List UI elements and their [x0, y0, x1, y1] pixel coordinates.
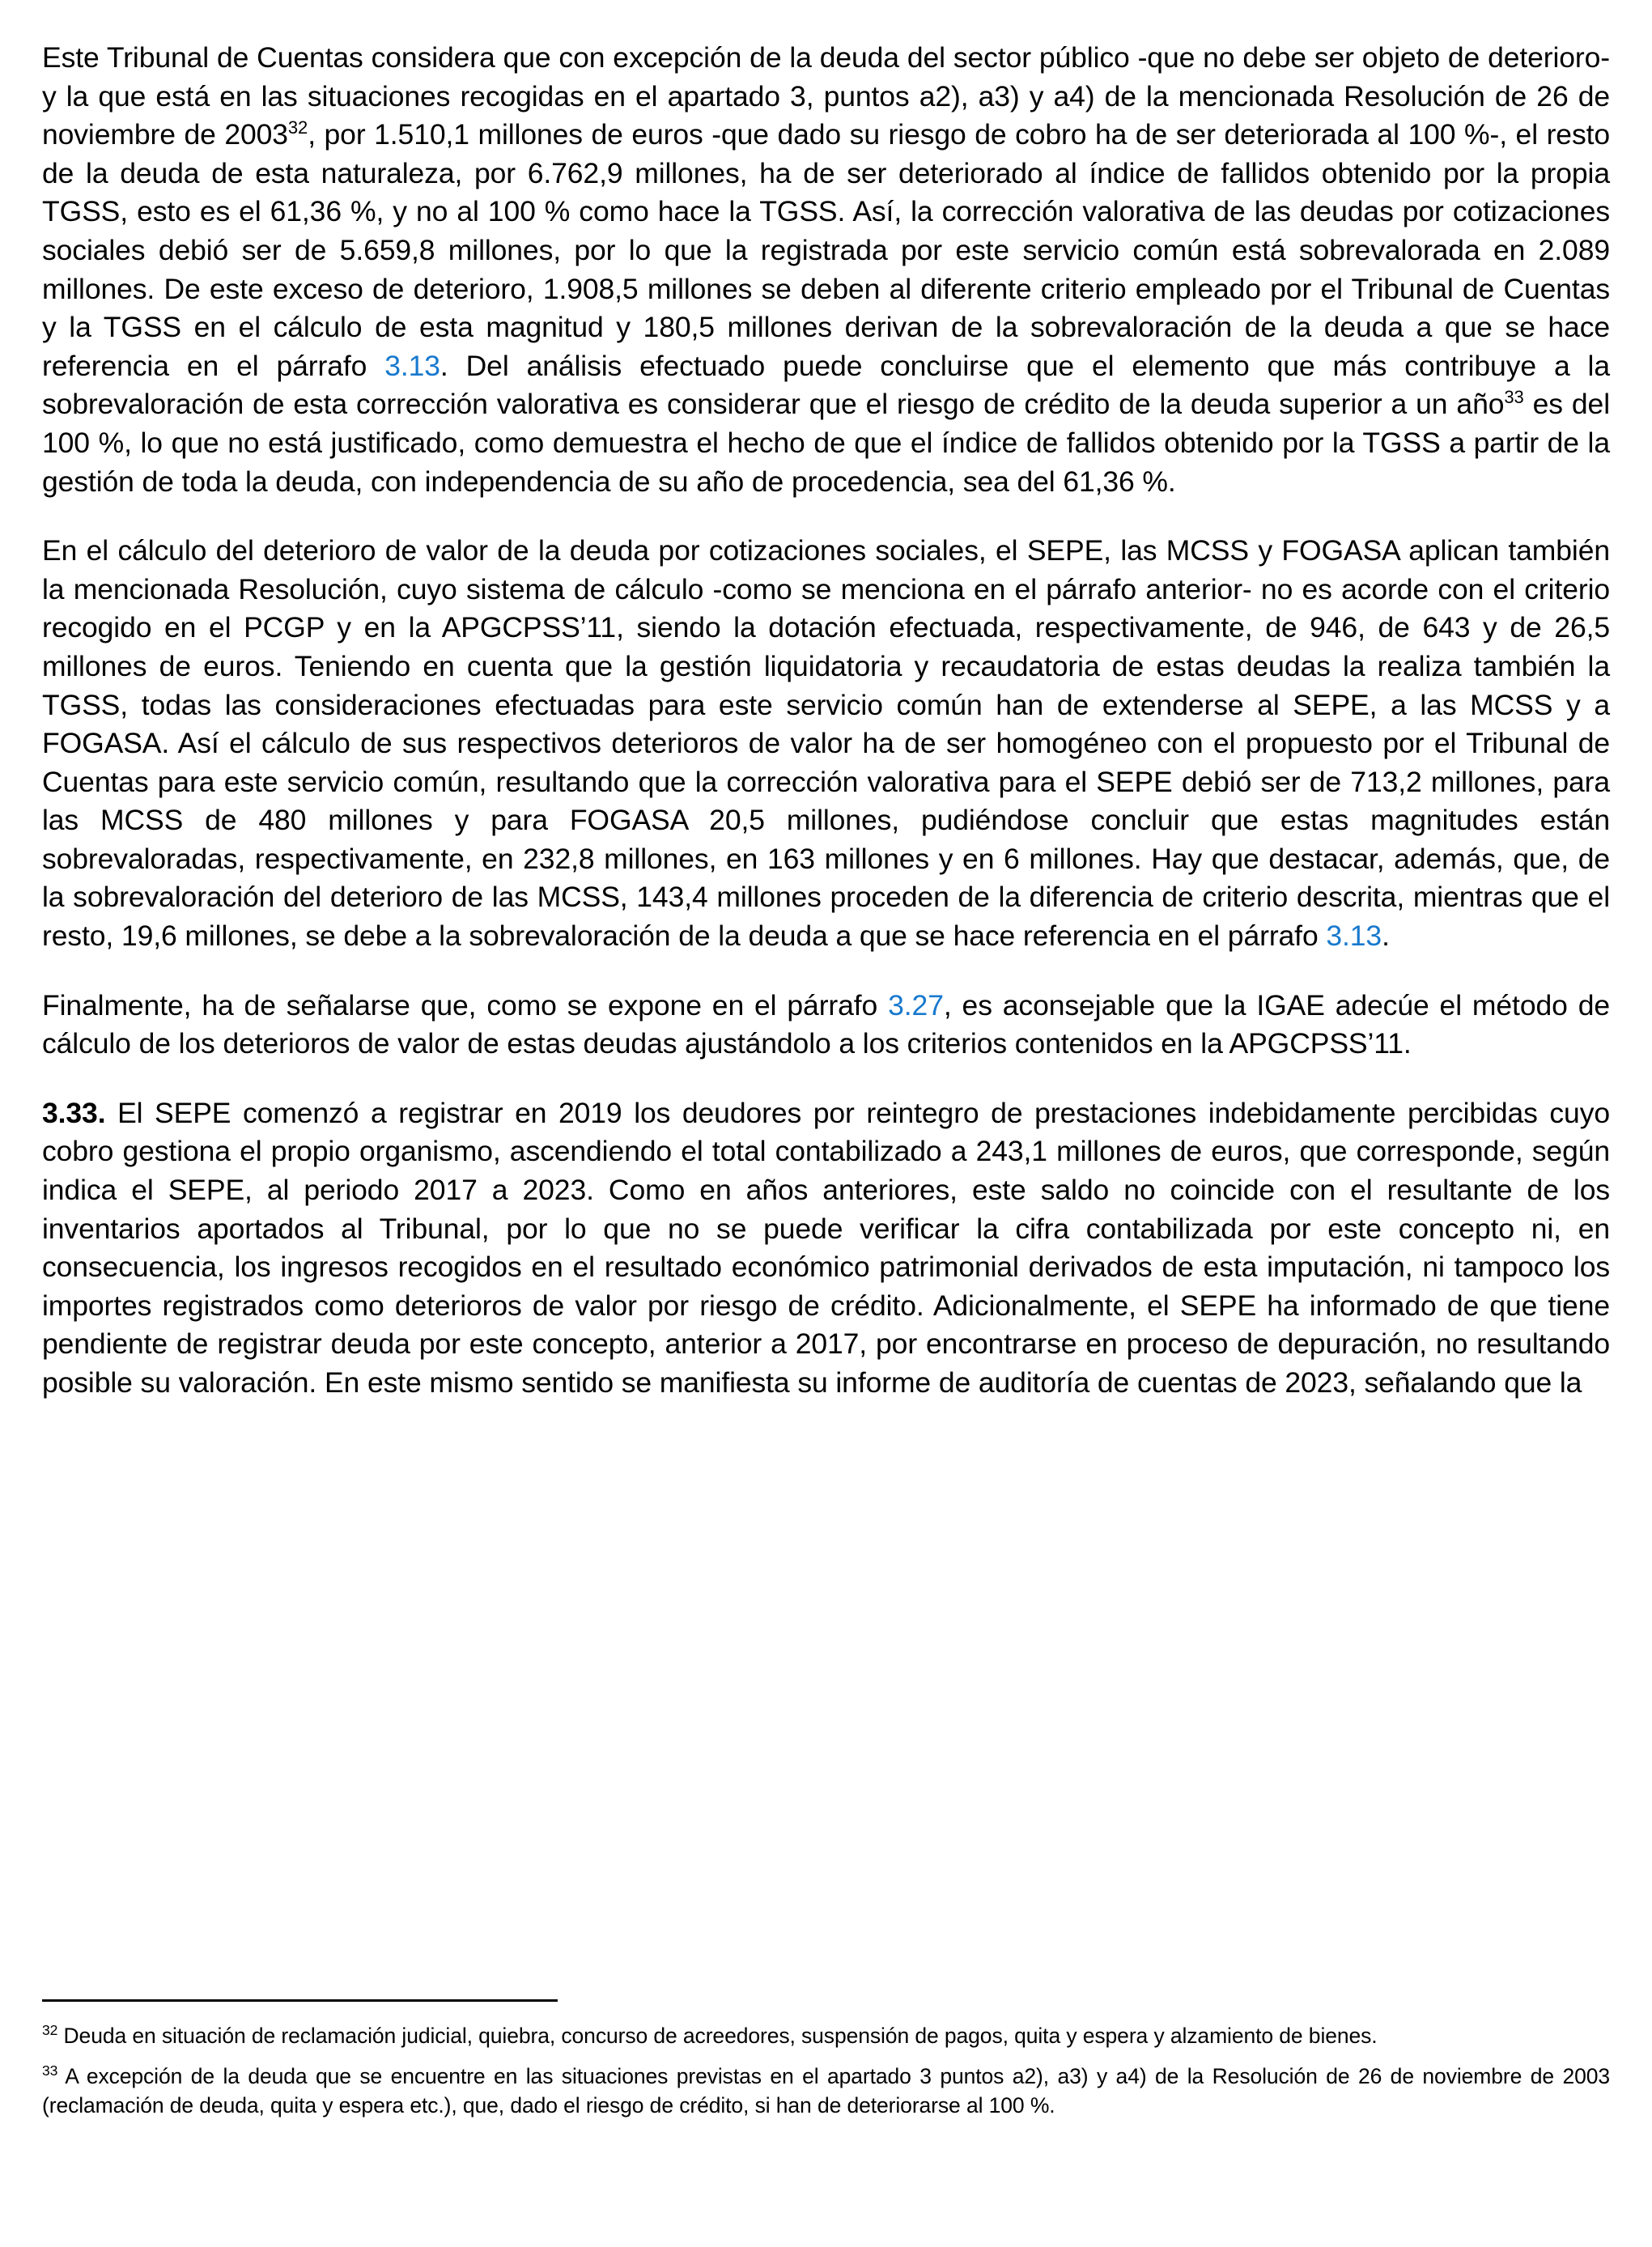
footnote-reference-33[interactable]: 33: [1504, 387, 1524, 408]
paragraph-3: [42, 987, 1610, 1064]
paragraph-4: [42, 1094, 1610, 1403]
paragraph-2: [42, 532, 1610, 956]
footnote-text: Deuda en situación de reclamación judicial, quiebra, concurso de acreedores, suspensión de pagos, quita y espera y alzamiento de bienes.: [57, 2024, 1378, 2048]
footnote-marker-32[interactable]: 32: [42, 2022, 58, 2039]
paragraph-text: .: [1382, 920, 1390, 953]
paragraph-text: es del 100 %, lo que no está justificado, como demuestra el hecho de que el índice de fallidos obtenido por la TGSS a partir de la gestión de toda la deuda, con independencia de su año de procedencia, sea del 61,36 %.: [42, 388, 1610, 498]
document-body: [42, 39, 1610, 1403]
paragraph-text: Finalmente, ha de señalarse que, como se expone en el párrafo: [42, 988, 889, 1022]
paragraph-text: En el cálculo del deterioro de valor de la deuda por cotizaciones sociales, el SEPE, las MCSS y FOGASA aplican también la mencionada Resolución, cuyo sistema de cálculo -como se menciona en el párrafo anterior- no es acorde con el criterio recogido en el PCGP y en la APGCPSS’11, siendo la dotación efectuada, respectivamente, de 946, de 643 y de 26,5 millones de euros. Teniendo en cuenta que la gestión liquidatoria y recaudatoria de estas deudas la realiza también la TGSS, todas las consideraciones efectuadas para este servicio común han de extenderse al SEPE, a las MCSS y a FOGASA. Así el cálculo de sus respectivos deterioros de valor ha de ser homogéneo con el propuesto por el Tribunal de Cuentas para este servicio común, resultando que la corrección valorativa para el SEPE debió ser de 713,2 millones, para las MCSS de 480 millones y para FOGASA 20,5 millones, pudiéndose concluir que estas magnitudes están sobrevaloradas, respectivamente, en 232,8 millones, en 163 millones y en 6 millones. Hay que destacar, además, que, de la sobrevaloración del deterioro de las MCSS, 143,4 millones proceden de la diferencia de criterio descrita, mientras que el resto, 19,6 millones, se debe a la sobrevaloración de la deuda a que se hace referencia en el párrafo: [42, 534, 1610, 953]
footnote-separator-rule: [42, 1999, 558, 2002]
footnote-text: A excepción de la deuda que se encuentre en las situaciones previstas en el apartado 3 puntos a2), a3) y a4) de la Resolución de 26 de noviembre de 2003 (reclamación de deuda, quita y espera etc.), que, dado el riesgo de crédito, si han de deteriorarse al 100 %.: [42, 2064, 1610, 2117]
paragraph-1: [42, 39, 1610, 501]
paragraph-text: . Del análisis efectuado puede concluirse que el elemento que más contribuye a la sobrevaloración de esta corrección valorativa es considerar que el riesgo de crédito de la deuda superior a un año: [42, 349, 1610, 421]
paragraph-cross-reference-link[interactable]: 3.27: [888, 988, 944, 1022]
paragraph-text: Este Tribunal de Cuentas considera que con excepción de la deuda del sector público -que no debe ser objeto de deterioro- y la que está en las situaciones recogidas en el apartado 3, puntos a2), a3) y a4) de la mencionada Resolución de 26 de noviembre de 2003: [42, 41, 1610, 151]
paragraph-cross-reference-link[interactable]: 3.13: [384, 349, 440, 382]
paragraph-text: , es aconsejable que la IGAE adecúe el método de cálculo de los deterioros de valor de estas deudas ajustándolo a los criterios contenidos en la APGCPSS’11.: [42, 988, 1610, 1060]
footnote-marker-33[interactable]: 33: [42, 2062, 58, 2079]
footnote-32: [42, 2021, 1610, 2050]
paragraph-text: , por 1.510,1 millones de euros -que dado su riesgo de cobro ha de ser deteriorada al 100 %-, el resto de la deuda de esta naturaleza, por 6.762,9 millones, ha de ser deteriorado al índice de fallidos obtenido por la propia TGSS, esto es el 61,36 %, y no al 100 % como hace la TGSS. Así, la corrección valorativa de las deudas por cotizaciones sociales debió ser de 5.659,8 millones, por lo que la registrada por este servicio común está sobrevalorada en 2.089 millones. De este exceso de deterioro, 1.908,5 millones se deben al diferente criterio empleado por el Tribunal de Cuentas y la TGSS en el cálculo de esta magnitud y 180,5 millones derivan de la sobrevaloración de la deuda a que se hace referencia en el párrafo: [42, 118, 1611, 382]
paragraph-text: El SEPE comenzó a registrar en 2019 los deudores por reintegro de prestaciones indebidamente percibidas cuyo cobro gestiona el propio organismo, ascendiendo el total contabilizado a 243,1 millones de euros, que corresponde, según indica el SEPE, al periodo 2017 a 2023. Como en años anteriores, este saldo no coincide con el resultante de los inventarios aportados al Tribunal, por lo que no se puede verificar la cifra contabilizada por este concepto ni, en consecuencia, los ingresos recogidos en el resultado económico patrimonial derivados de esta imputación, ni tampoco los importes registrados como deterioros de valor por riesgo de crédito. Adicionalmente, el SEPE ha informado de que tiene pendiente de registrar deuda por este concepto, anterior a 2017, por encontrarse en proceso de depuración, no resultando posible su valoración. En este mismo sentido se manifiesta su informe de auditoría de cuentas de 2023, señalando que la: [42, 1096, 1610, 1399]
paragraph-number: 3.33.: [42, 1096, 106, 1129]
footnote-area: [42, 1999, 1610, 2120]
paragraph-cross-reference-link[interactable]: 3.13: [1326, 920, 1382, 953]
footnote-33: [42, 2062, 1610, 2120]
footnote-reference-32[interactable]: 32: [287, 117, 308, 138]
